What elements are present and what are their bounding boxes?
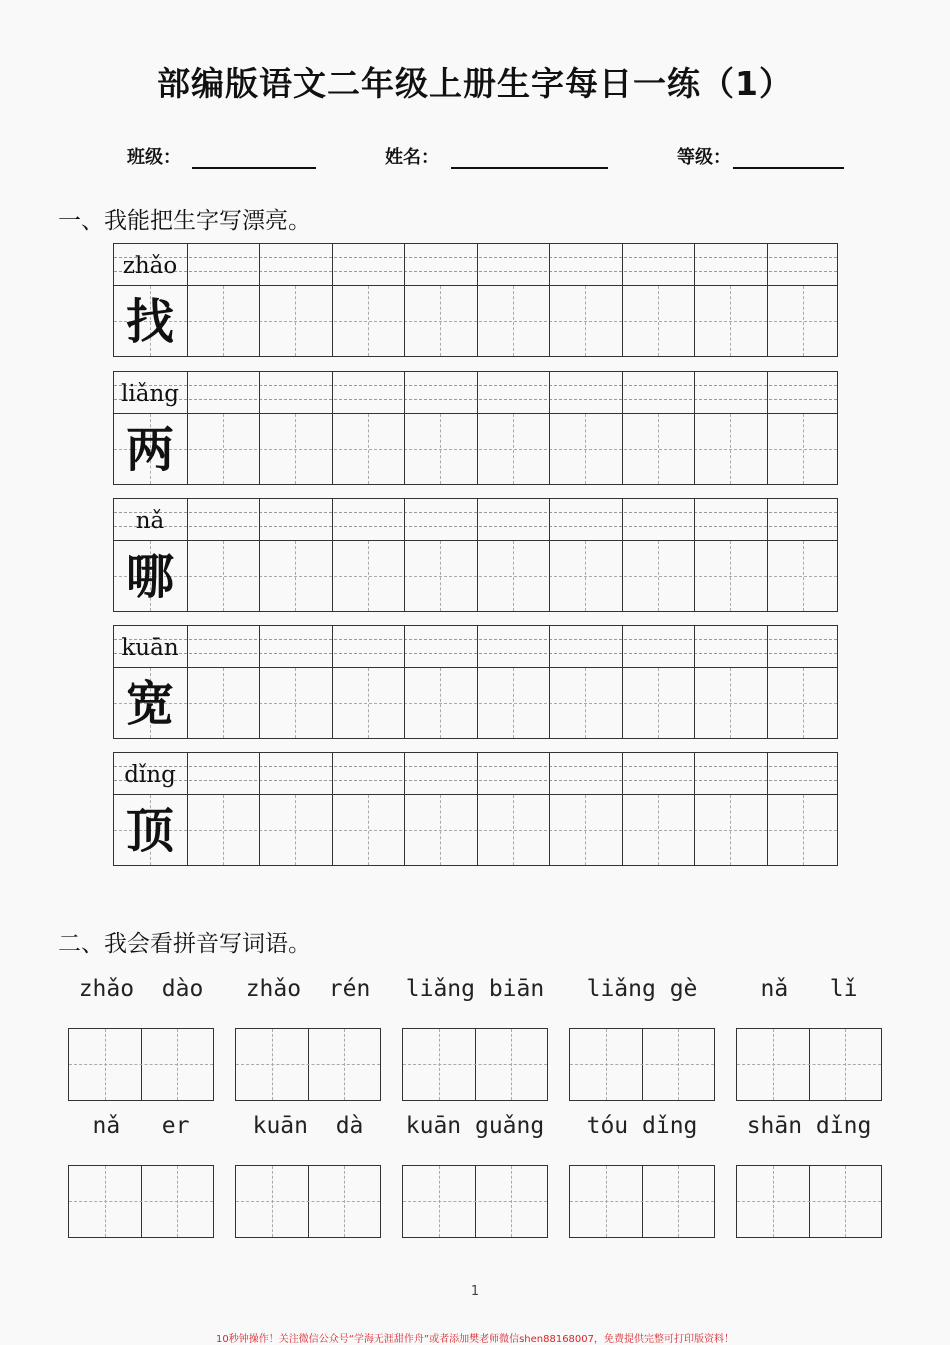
column-divider [622,795,623,865]
midline [585,414,586,484]
model-character: 两 [125,422,174,478]
column-divider [259,753,260,794]
midline [368,668,369,738]
column-divider [187,795,188,865]
column-divider [622,414,623,484]
midline [658,414,659,484]
pinyin-label: kuān [121,635,179,661]
midline [295,286,296,356]
footer-note: 10秒钟操作！关注微信公众号“学海无涯甜作舟”或者添加樊老师微信shen88168007，免费提供完整可打印版资料！ [215,1334,735,1345]
pinyin-guide-line [114,766,837,767]
midline [295,795,296,865]
word-pinyin: nǎ lǐ [760,976,858,1002]
column-divider [549,499,550,540]
word-writing-box[interactable] [235,1165,381,1238]
midline [585,668,586,738]
column-divider [332,668,333,738]
column-divider [187,286,188,356]
midline [368,541,369,611]
character-row [113,540,838,612]
midline [658,541,659,611]
column-divider [694,286,695,356]
pinyin-guide-line [114,639,837,640]
column-divider [187,372,188,413]
column-divider [622,541,623,611]
character-block [113,625,838,739]
midline [730,668,731,738]
column-divider [332,753,333,794]
column-divider [259,541,260,611]
word-writing-box[interactable] [68,1165,214,1238]
word-writing-box[interactable] [235,1028,381,1101]
midline [403,1064,547,1065]
column-divider [694,795,695,865]
column-divider [259,244,260,285]
midline [737,1064,881,1065]
column-divider [694,499,695,540]
column-divider [477,499,478,540]
midline [440,541,441,611]
column-divider [694,541,695,611]
pinyin-label: zhǎo [122,253,178,279]
midline [368,795,369,865]
pinyin-guide-line [114,399,837,400]
column-divider [767,244,768,285]
column-divider [332,372,333,413]
column-divider [187,499,188,540]
midline [223,286,224,356]
character-row [113,794,838,866]
midline [513,414,514,484]
midline [658,286,659,356]
pinyin-label: liǎng [121,381,179,407]
column-divider [694,244,695,285]
column-divider [332,626,333,667]
midline [368,414,369,484]
model-character: 找 [125,294,174,350]
midline [803,286,804,356]
page-number: 1 [470,1284,480,1299]
pinyin-guide-line [114,526,837,527]
midline [730,795,731,865]
column-divider [187,414,188,484]
midline [513,795,514,865]
midline [585,795,586,865]
midline [295,414,296,484]
midline [737,1201,881,1202]
midline [368,286,369,356]
midline [730,414,731,484]
column-divider [404,795,405,865]
midline [236,1201,380,1202]
pinyin-label: nǎ [135,508,165,534]
column-divider [187,244,188,285]
word-pinyin: zhǎo rén [245,976,371,1002]
model-character: 顶 [125,803,174,859]
column-divider [332,499,333,540]
grade-label: 等级： [677,147,731,168]
pinyin-guide-line [114,653,837,654]
midline [69,1201,213,1202]
column-divider [694,753,695,794]
column-divider [549,541,550,611]
name-label: 姓名： [385,147,439,168]
midline [69,1064,213,1065]
pinyin-guide-line [114,512,837,513]
midline [440,414,441,484]
column-divider [549,753,550,794]
column-divider [767,668,768,738]
column-divider [549,795,550,865]
column-divider [404,753,405,794]
column-divider [332,286,333,356]
class-field[interactable] [192,143,316,169]
word-pinyin: kuān guǎng [405,1113,545,1139]
pinyin-row [113,498,838,540]
word-pinyin: kuān dà [252,1113,364,1139]
column-divider [767,286,768,356]
word-writing-box[interactable] [736,1028,882,1101]
midline [513,541,514,611]
column-divider [404,414,405,484]
column-divider [767,414,768,484]
column-divider [477,668,478,738]
column-divider [549,414,550,484]
midline [223,414,224,484]
column-divider [694,414,695,484]
column-divider [259,372,260,413]
column-divider [259,499,260,540]
character-block [113,243,838,357]
column-divider [549,626,550,667]
column-divider [332,244,333,285]
midline [513,668,514,738]
pinyin-row [113,371,838,413]
column-divider [477,372,478,413]
midline [730,286,731,356]
pinyin-row [113,752,838,794]
column-divider [332,414,333,484]
midline [236,1064,380,1065]
midline [730,541,731,611]
column-divider [404,499,405,540]
midline [570,1064,714,1065]
pinyin-label: dǐng [124,762,176,788]
column-divider [549,372,550,413]
column-divider [767,499,768,540]
column-divider [477,244,478,285]
midline [440,668,441,738]
word-pinyin: tóu dǐng [586,1113,698,1139]
column-divider [477,795,478,865]
midline [803,668,804,738]
column-divider [187,541,188,611]
midline [513,286,514,356]
page-title: 部编版语文二年级上册生字每日一练（1） [157,64,793,103]
midline [440,286,441,356]
column-divider [622,626,623,667]
word-pinyin: shān dǐng [746,1113,872,1139]
midline [440,795,441,865]
column-divider [477,414,478,484]
column-divider [622,753,623,794]
word-writing-box[interactable] [736,1165,882,1238]
column-divider [259,286,260,356]
word-writing-box[interactable] [68,1028,214,1101]
column-divider [549,286,550,356]
column-divider [332,541,333,611]
column-divider [549,668,550,738]
column-divider [767,795,768,865]
grade-field[interactable] [733,143,844,169]
word-pinyin: liǎng biān [405,976,545,1002]
midline [803,795,804,865]
midline [223,795,224,865]
midline [803,541,804,611]
pinyin-guide-line [114,385,837,386]
column-divider [767,626,768,667]
column-divider [259,795,260,865]
character-block [113,498,838,612]
midline [585,286,586,356]
character-row [113,667,838,739]
column-divider [332,795,333,865]
section1-title: 一、我能把生字写漂亮。 [58,208,311,234]
section2-title: 二、我会看拼音写词语。 [58,931,311,957]
column-divider [767,372,768,413]
column-divider [187,668,188,738]
column-divider [404,372,405,413]
midline [223,541,224,611]
column-divider [694,668,695,738]
midline [658,668,659,738]
word-pinyin: nǎ er [92,1113,190,1139]
column-divider [622,668,623,738]
student-info-row [0,143,950,173]
column-divider [404,626,405,667]
midline [570,1201,714,1202]
word-writing-box[interactable] [569,1028,715,1101]
column-divider [622,244,623,285]
midline [403,1201,547,1202]
column-divider [549,244,550,285]
pinyin-row [113,243,838,285]
midline [803,414,804,484]
column-divider [694,372,695,413]
column-divider [622,372,623,413]
column-divider [477,286,478,356]
column-divider [477,626,478,667]
character-row [113,285,838,357]
name-field[interactable] [451,143,608,169]
column-divider [259,668,260,738]
character-row [113,413,838,485]
midline [295,541,296,611]
column-divider [477,753,478,794]
column-divider [622,499,623,540]
column-divider [694,626,695,667]
pinyin-guide-line [114,271,837,272]
character-block [113,752,838,866]
column-divider [767,753,768,794]
column-divider [187,753,188,794]
word-writing-box[interactable] [569,1165,715,1238]
model-character: 哪 [125,549,174,605]
column-divider [259,626,260,667]
pinyin-guide-line [114,780,837,781]
column-divider [404,541,405,611]
midline [295,668,296,738]
column-divider [477,541,478,611]
model-character: 宽 [125,676,174,732]
word-pinyin: liǎng gè [586,976,698,1002]
column-divider [622,286,623,356]
word-pinyin: zhǎo dào [78,976,204,1002]
midline [585,541,586,611]
column-divider [404,244,405,285]
character-block [113,371,838,485]
column-divider [404,286,405,356]
word-writing-box[interactable] [402,1028,548,1101]
column-divider [404,668,405,738]
midline [658,795,659,865]
midline [223,668,224,738]
column-divider [187,626,188,667]
word-writing-box[interactable] [402,1165,548,1238]
column-divider [767,541,768,611]
pinyin-guide-line [114,257,837,258]
pinyin-row [113,625,838,667]
class-label: 班级： [127,147,181,168]
column-divider [259,414,260,484]
